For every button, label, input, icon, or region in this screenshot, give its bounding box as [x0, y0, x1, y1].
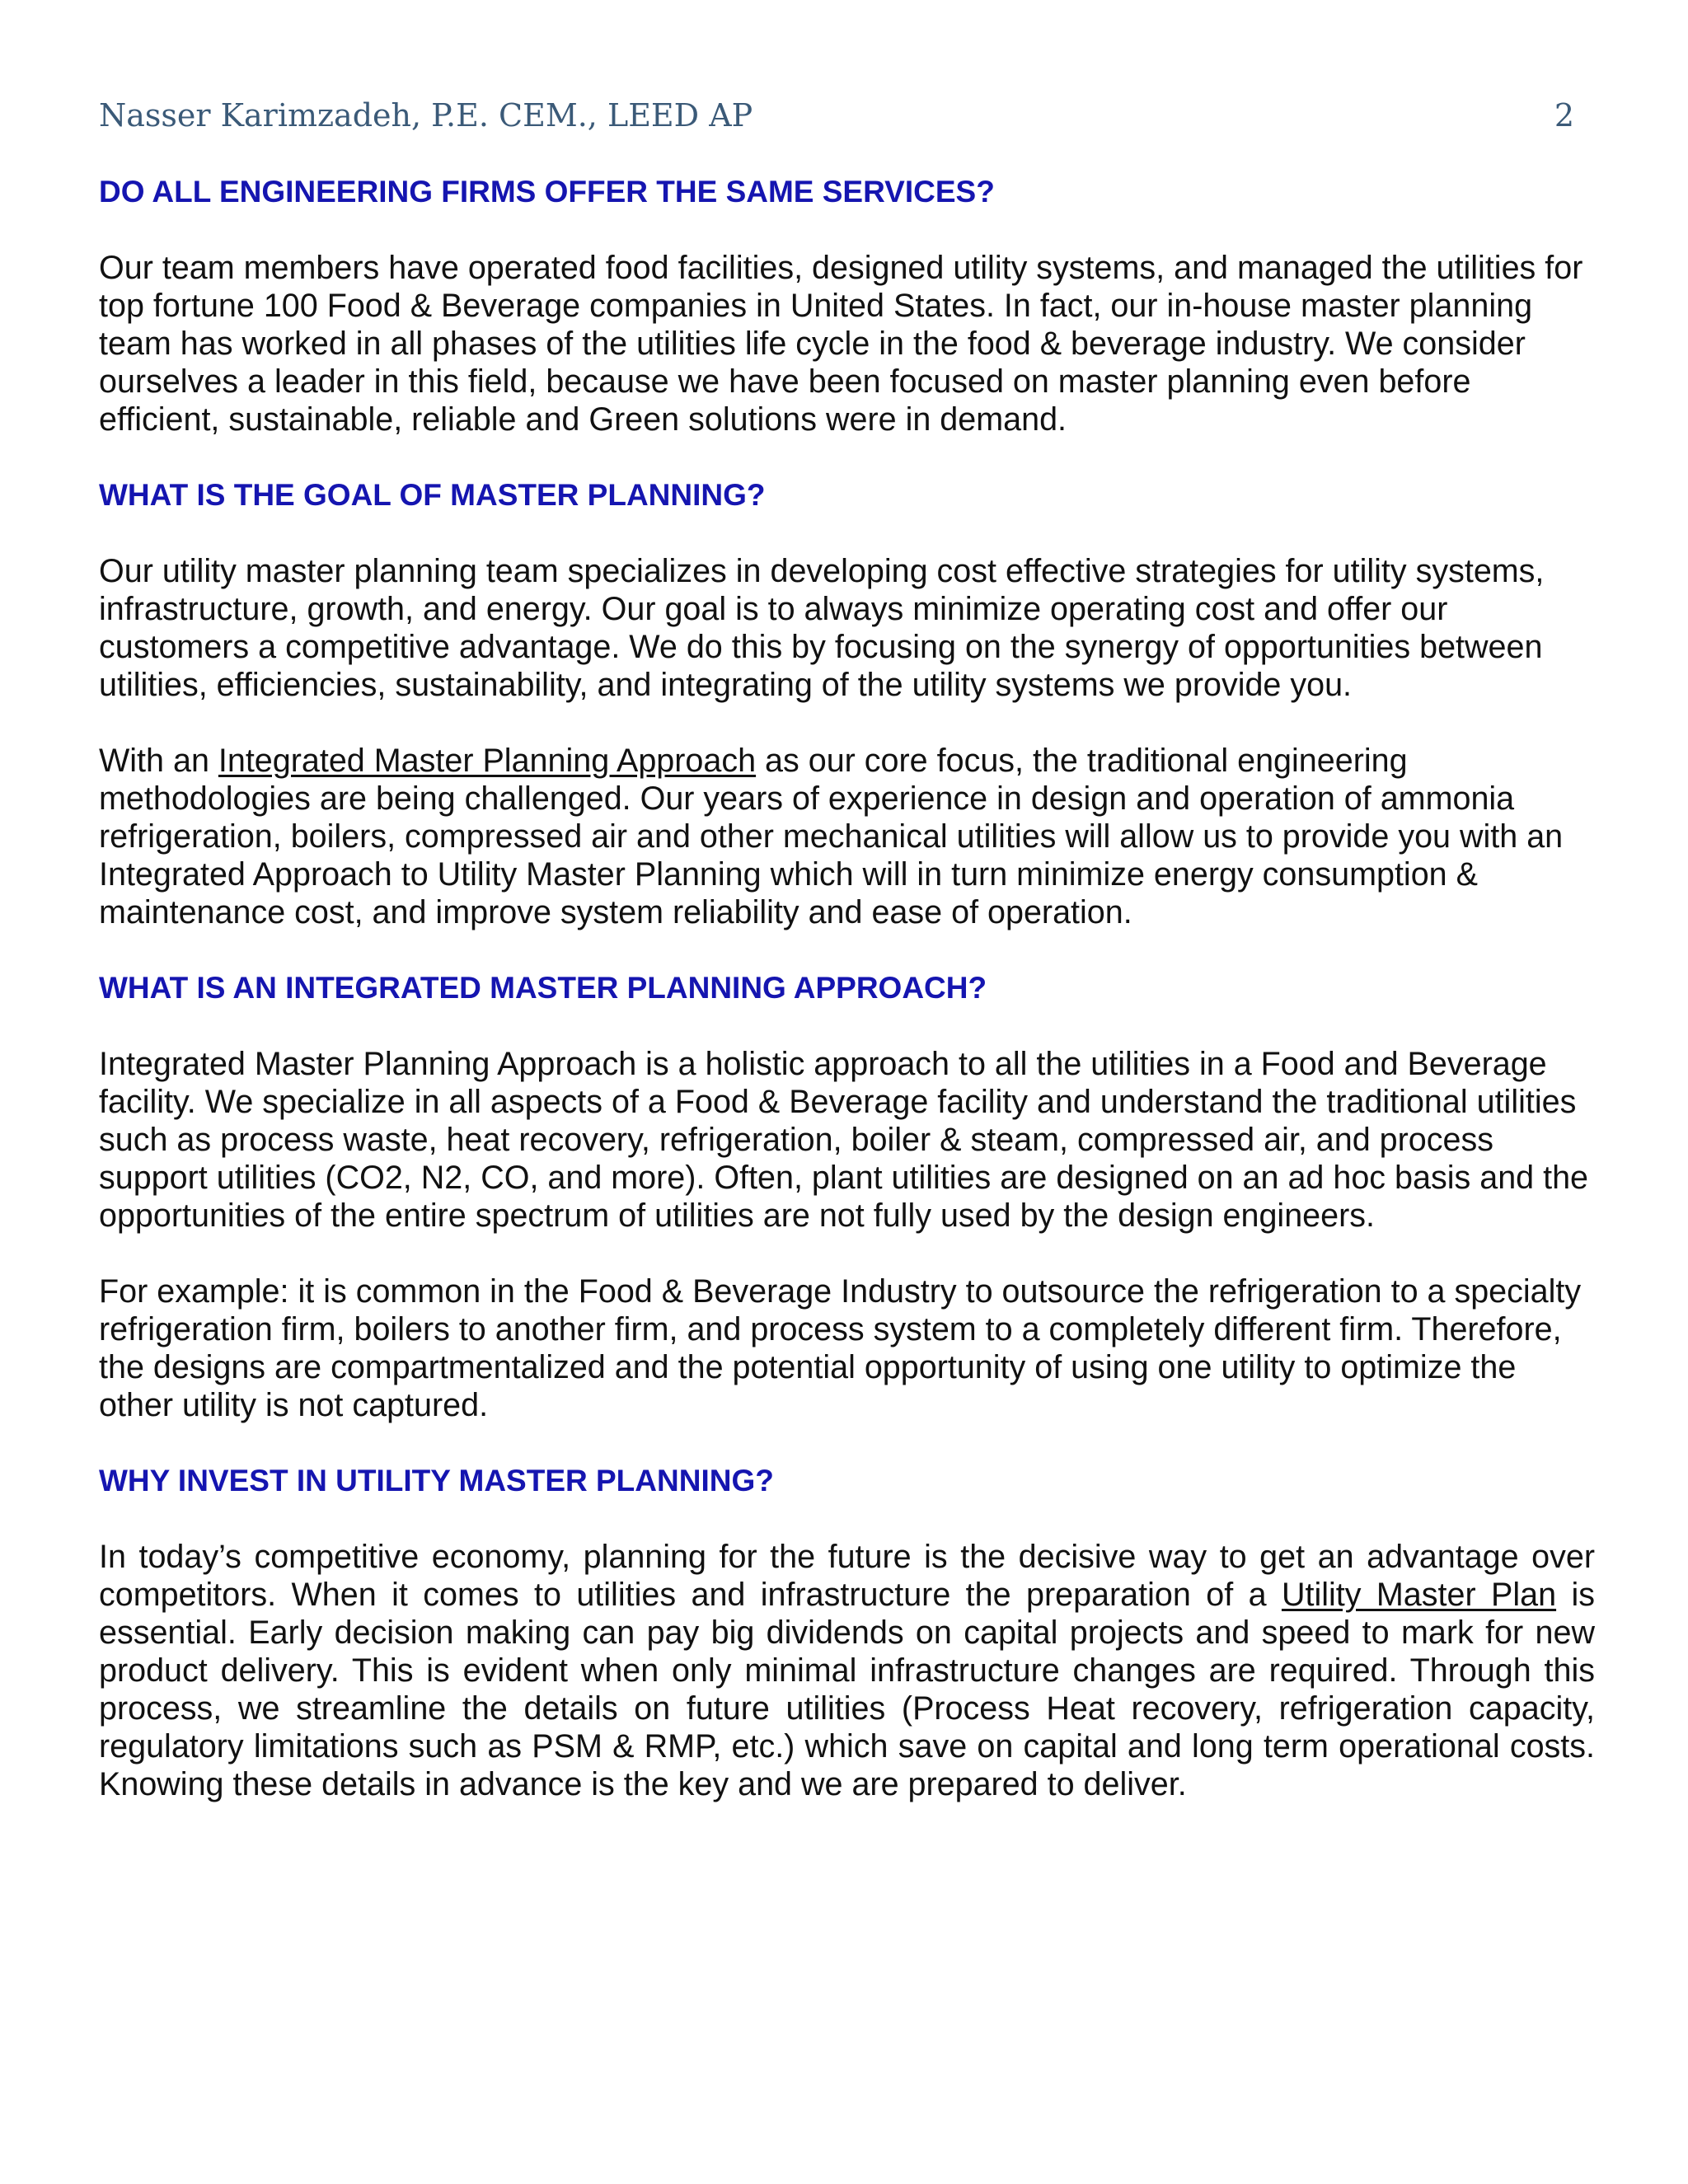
section-heading-integrated: WHAT IS AN INTEGRATED MASTER PLANNING APPROACH?: [99, 971, 987, 1005]
header-author: Nasser Karimzadeh, P.E. CEM., LEED AP: [99, 97, 753, 134]
section-heading-goal: WHAT IS THE GOAL OF MASTER PLANNING?: [99, 478, 766, 512]
paragraph-integrated-approach: [99, 742, 1595, 931]
paragraph-invest: [99, 1538, 1595, 1803]
paragraph-text: is essential. Early decision making can pay big dividends on capital projects and speed to mark for new product delivery. This is evident when only minimal infrastructure changes are required. Through this process, we streamline the details on future utilities (Process Heat recovery, refrigeration capacity, regulatory limitations such as PSM & RMP, etc.) which save on capital and long term operational costs. Knowing these details in advance is the key and we are prepared to deliver.: [99, 1577, 1596, 1802]
integrated-master-planning-link[interactable]: Integrated Master Planning Approach: [218, 743, 757, 779]
paragraph-services: Our team members have operated food facilities, designed utility systems, and managed the utilities for top fortune 100 Food & Beverage companies in United States. In fact, our in-house master planning team has worked in all phases of the utilities life cycle in the food & beverage industry. We consider ourselves a leader in this field, because we have been focused on master planning even before efficient, sustainable, reliable and Green solutions were in demand.: [99, 250, 1583, 438]
utility-master-plan-link[interactable]: Utility Master Plan: [1281, 1577, 1557, 1613]
paragraph-example: For example: it is common in the Food & Beverage Industry to outsource the refrigeration to a specialty refrigeration firm, boilers to another firm, and process system to a completely different firm. Therefore, the designs are compartmentalized and the potential opportunity of using one utility to optimize the other utility is not captured.: [99, 1273, 1582, 1423]
section-heading-invest: WHY INVEST IN UTILITY MASTER PLANNING?: [99, 1464, 774, 1497]
page-number: 2: [1554, 97, 1574, 134]
paragraph-text: With an: [99, 743, 218, 779]
paragraph-goal: Our utility master planning team specializes in developing cost effective strategies for utility systems, infrastructure, growth, and energy. Our goal is to always minimize operating cost and offer our customers a competitive advantage. We do this by focusing on the synergy of opportunities between utilities, efficiencies, sustainability, and integrating of the utility systems we provide you.: [99, 553, 1545, 703]
page-header: [99, 97, 1574, 138]
document-body: [99, 173, 1595, 1841]
paragraph-text: as our core focus, the traditional engineering methodologies are being challenged. Our years of experience in design and operation of ammonia refrigeration, boilers, compressed air and other mechanical utilities will allow us to provide you with an Integrated Approach to Utility Master Planning which will in turn minimize energy consumption & maintenance cost, and improve system reliability and ease of operation.: [99, 743, 1564, 930]
section-heading-services: DO ALL ENGINEERING FIRMS OFFER THE SAME SERVICES?: [99, 175, 995, 209]
paragraph-text: In today’s competitive economy, planning for the future is the decisive way to get an advantage over competitors. When it comes to utilities and infrastructure the preparation of a: [99, 1539, 1595, 1613]
paragraph-integrated: Integrated Master Planning Approach is a holistic approach to all the utilities in a Food and Beverage facility. We specialize in all aspects of a Food & Beverage facility and understand the traditional utilities such as process waste, heat recovery, refrigeration, boiler & steam, compressed air, and process support utilities (CO2, N2, CO, and more). Often, plant utilities are designed on an ad hoc basis and the opportunities of the entire spectrum of utilities are not fully used by the design engineers.: [99, 1046, 1589, 1234]
